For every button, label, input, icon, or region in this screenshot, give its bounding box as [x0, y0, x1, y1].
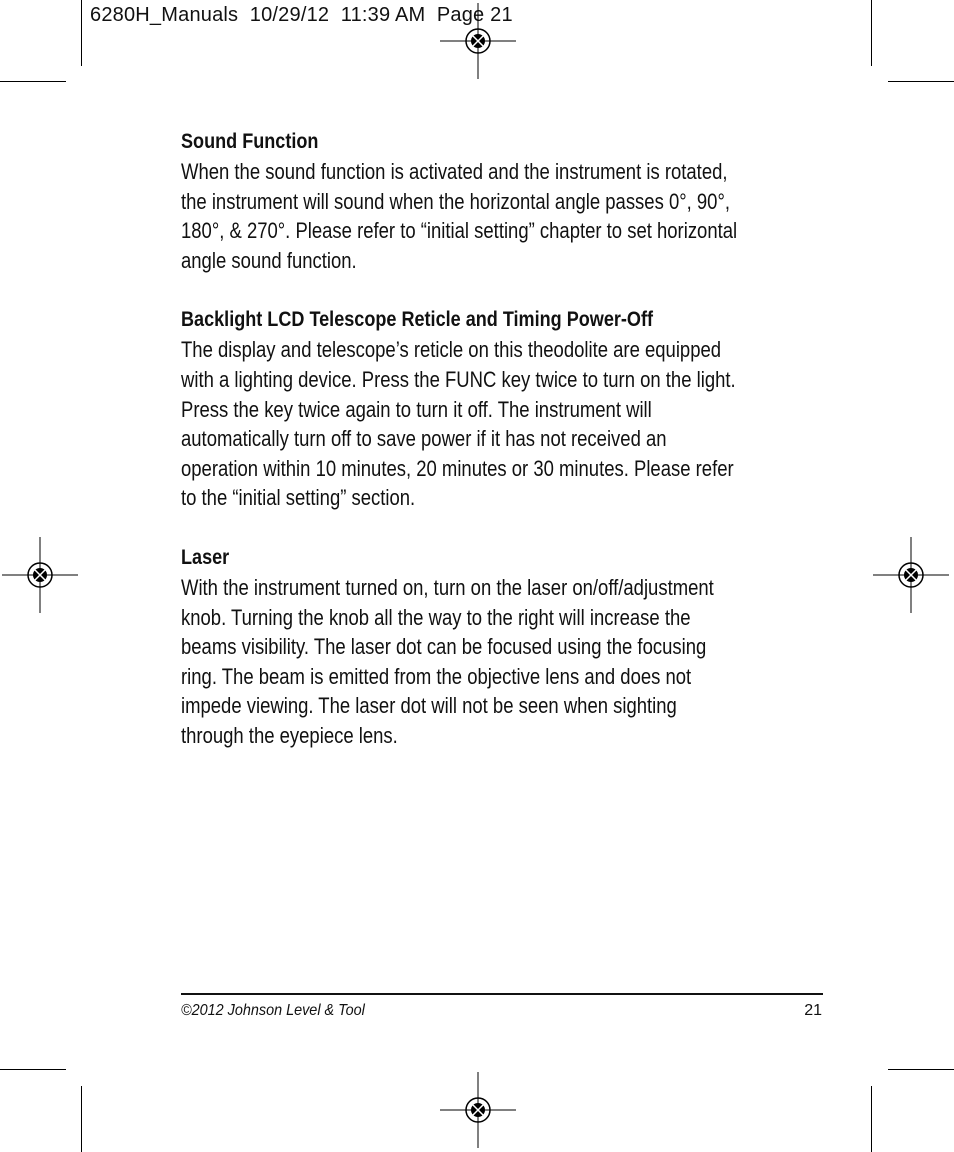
- section-backlight: [181, 305, 841, 513]
- section-sound-function: [181, 127, 841, 275]
- crop-mark-bottom-right-vertical: [871, 1086, 872, 1152]
- crop-mark-bottom-left-horizontal: [0, 1069, 66, 1070]
- print-slug: 6280H_Manuals 10/29/12 11:39 AM Page 21: [90, 4, 513, 26]
- page-number: 21: [804, 1002, 822, 1019]
- section-laser: [181, 543, 841, 751]
- footer-divider: [181, 993, 823, 995]
- section-body: The display and telescope’s reticle on this theodolite are equipped with a lighting device. Press the FUNC key twice to turn on the light. Press the key twice again to turn it off. The instrument will automatically turn off to save power if it has not received an operation within 10 minutes, 20 minutes or 30 minutes. Please refer to the “initial setting” section.: [181, 337, 736, 511]
- section-heading: Laser: [181, 545, 230, 569]
- registration-mark-icon: [2, 537, 78, 613]
- registration-mark-icon: [873, 537, 949, 613]
- crop-mark-bottom-left-vertical: [81, 1086, 82, 1152]
- crop-mark-top-right-horizontal: [888, 81, 954, 82]
- crop-mark-top-right-vertical: [871, 0, 872, 66]
- page-content: [181, 127, 841, 781]
- section-heading: Sound Function: [181, 130, 319, 153]
- registration-mark-icon: [440, 1072, 516, 1148]
- crop-mark-top-left-horizontal: [0, 81, 66, 82]
- crop-mark-bottom-right-horizontal: [888, 1069, 954, 1070]
- section-body: With the instrument turned on, turn on the laser on/off/adjustment knob. Turning the knob all the way to the right will increase the beams visibility. The laser dot can be focused using the focusing ring. The beam is emitted from the objective lens and does not impede viewing. The laser dot will not be seen when sighting through the eyepiece lens.: [181, 574, 714, 748]
- section-body: When the sound function is activated and the instrument is rotated, the instrument will sound when the horizontal angle passes 0°, 90°, 180°, & 270°. Please refer to “initial setting” chapter to set horizontal angle sound function.: [181, 159, 738, 273]
- section-heading: Backlight LCD Telescope Reticle and Timing Power-Off: [181, 308, 653, 332]
- registration-mark-icon: [440, 3, 516, 79]
- crop-mark-top-left-vertical: [81, 0, 82, 66]
- footer-copyright: ©2012 Johnson Level & Tool: [181, 1002, 365, 1019]
